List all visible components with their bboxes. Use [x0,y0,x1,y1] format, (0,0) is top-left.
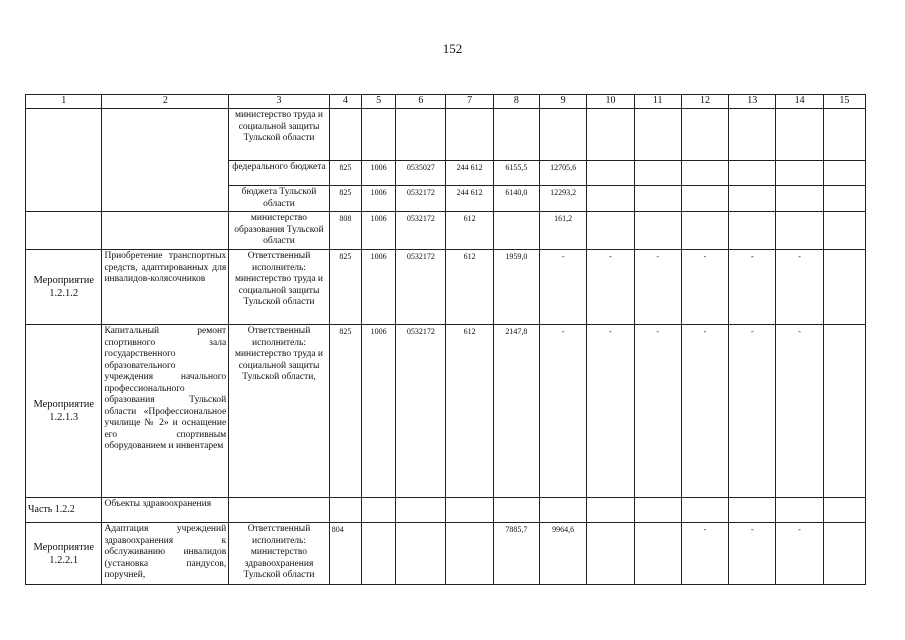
cell-col1: Мероприятие 1.2.1.3 [26,325,102,498]
cell-col12: - [681,325,728,498]
cell-col7 [446,109,493,161]
header-cell: 2 [102,95,229,109]
cell-col3: Ответственный исполнитель: министерство труда и социальной защиты Тульской области [229,250,330,325]
cell-col14 [776,186,823,212]
cell-col5 [361,109,395,161]
cell-col5: 1006 [361,212,395,250]
cell-col11: - [634,325,681,498]
cell-col12: - [681,250,728,325]
cell-col5: 1006 [361,325,395,498]
cell-col9 [540,109,587,161]
cell-col11 [634,523,681,585]
cell-col14: - [776,250,823,325]
cell-col10 [587,212,634,250]
cell-col13 [729,161,776,186]
cell-col7: 612 [446,325,493,498]
header-cell: 15 [823,95,865,109]
cell-col5: 1006 [361,186,395,212]
cell-col10 [587,186,634,212]
cell-col14 [776,212,823,250]
cell-col6 [396,498,446,523]
table-header-row [26,95,866,109]
cell-col15 [823,161,865,186]
cell-col8: 2147,8 [493,325,539,498]
cell-col4: 825 [329,186,361,212]
header-cell: 14 [776,95,823,109]
cell-col6 [396,109,446,161]
cell-col8 [493,498,539,523]
cell-col5: 1006 [361,161,395,186]
cell-col12 [681,212,728,250]
cell-col10 [587,498,634,523]
cell-col6: 0532172 [396,186,446,212]
header-cell: 1 [26,95,102,109]
cell-col2 [102,109,229,212]
header-cell: 11 [634,95,681,109]
cell-col9 [540,498,587,523]
header-cell: 10 [587,95,634,109]
cell-col8: 6155,5 [493,161,539,186]
table-row [26,523,866,585]
cell-col2: Приобретение транспортных средств, адаптированных для инвалидов-колясочников [102,250,229,325]
cell-col4: 808 [329,212,361,250]
cell-col3 [229,498,330,523]
cell-col10 [587,523,634,585]
cell-col3: бюджета Тульской области [229,186,330,212]
header-cell: 3 [229,95,330,109]
cell-col14 [776,498,823,523]
cell-col13 [729,212,776,250]
cell-col13: - [729,250,776,325]
cell-col10 [587,109,634,161]
cell-col7: 612 [446,212,493,250]
cell-col8: 7885,7 [493,523,539,585]
cell-col15 [823,109,865,161]
cell-col2: Объекты здравоохранения [102,498,229,523]
cell-col11 [634,498,681,523]
cell-col3: министерство труда и социальной защиты Тульской области [229,109,330,161]
cell-col3: министерство образования Тульской области [229,212,330,250]
cell-col9: 12705,6 [540,161,587,186]
cell-col2: Адаптация учреждений здравоохранения к обслуживанию инвалидов (установка пандусов, поручней, [102,523,229,585]
cell-col1: Часть 1.2.2 [26,498,102,523]
table-row [26,212,866,250]
cell-col1 [26,109,102,212]
cell-col9: 161,2 [540,212,587,250]
cell-col6: 0532172 [396,250,446,325]
cell-col6: 0535027 [396,161,446,186]
cell-col4 [329,109,361,161]
page-number: 152 [442,41,463,56]
table-row [26,250,866,325]
cell-col13: - [729,523,776,585]
cell-col10: - [587,250,634,325]
cell-col6: 0532172 [396,325,446,498]
cell-col6 [396,523,446,585]
cell-col10 [587,161,634,186]
cell-col5 [361,498,395,523]
cell-col13 [729,498,776,523]
cell-col8 [493,212,539,250]
cell-col11 [634,212,681,250]
cell-col14 [776,161,823,186]
cell-col3: Ответственный исполнитель: министерство здравоохранения Тульской области [229,523,330,585]
cell-col11: - [634,250,681,325]
cell-col14 [776,109,823,161]
table-row [26,498,866,523]
cell-col3: федерального бюджета [229,161,330,186]
cell-col13: - [729,325,776,498]
cell-col14: - [776,523,823,585]
cell-col11 [634,186,681,212]
cell-col5 [361,523,395,585]
cell-col13 [729,186,776,212]
header-cell: 4 [329,95,361,109]
cell-col2: Капитальный ремонт спортивного зала государственного образовательного учреждения начального профессионального образования Тульской области «Профессиональное училище № 2» и оснащение его спортивным оборудованием и инвентарем [102,325,229,498]
cell-col13 [729,109,776,161]
cell-col1: Мероприятие 1.2.1.2 [26,250,102,325]
cell-col1: Мероприятие 1.2.2.1 [26,523,102,585]
cell-col12 [681,186,728,212]
cell-col3: Ответственный исполнитель: министерство труда и социальной защиты Тульской области, [229,325,330,498]
cell-col9: 9964,6 [540,523,587,585]
cell-col7 [446,498,493,523]
cell-col4: 825 [329,250,361,325]
cell-col7 [446,523,493,585]
cell-col14: - [776,325,823,498]
cell-col7: 244 612 [446,161,493,186]
cell-col11 [634,109,681,161]
header-cell: 9 [540,95,587,109]
cell-col4: 825 [329,325,361,498]
cell-col15 [823,523,865,585]
header-cell: 8 [493,95,539,109]
cell-col15 [823,186,865,212]
cell-col8: 6140,0 [493,186,539,212]
table-row [26,109,866,161]
header-cell: 5 [361,95,395,109]
cell-col15 [823,250,865,325]
cell-col7: 612 [446,250,493,325]
cell-col4: 825 [329,161,361,186]
cell-col12 [681,109,728,161]
table-row [26,325,866,498]
header-cell: 6 [396,95,446,109]
cell-col15 [823,325,865,498]
header-cell: 12 [681,95,728,109]
cell-col12 [681,498,728,523]
cell-col8: 1959,0 [493,250,539,325]
cell-col7: 244 612 [446,186,493,212]
budget-table [25,94,866,585]
cell-col2 [102,212,229,250]
cell-col6: 0532172 [396,212,446,250]
cell-col15 [823,212,865,250]
cell-col9: - [540,250,587,325]
cell-col10: - [587,325,634,498]
cell-col9: 12293,2 [540,186,587,212]
cell-col5: 1006 [361,250,395,325]
cell-col1 [26,212,102,250]
header-cell: 13 [729,95,776,109]
header-cell: 7 [446,95,493,109]
cell-col15 [823,498,865,523]
cell-col12 [681,161,728,186]
cell-col11 [634,161,681,186]
cell-col9: - [540,325,587,498]
cell-col12: - [681,523,728,585]
cell-col4: 804 [329,523,361,585]
cell-col4 [329,498,361,523]
cell-col8 [493,109,539,161]
